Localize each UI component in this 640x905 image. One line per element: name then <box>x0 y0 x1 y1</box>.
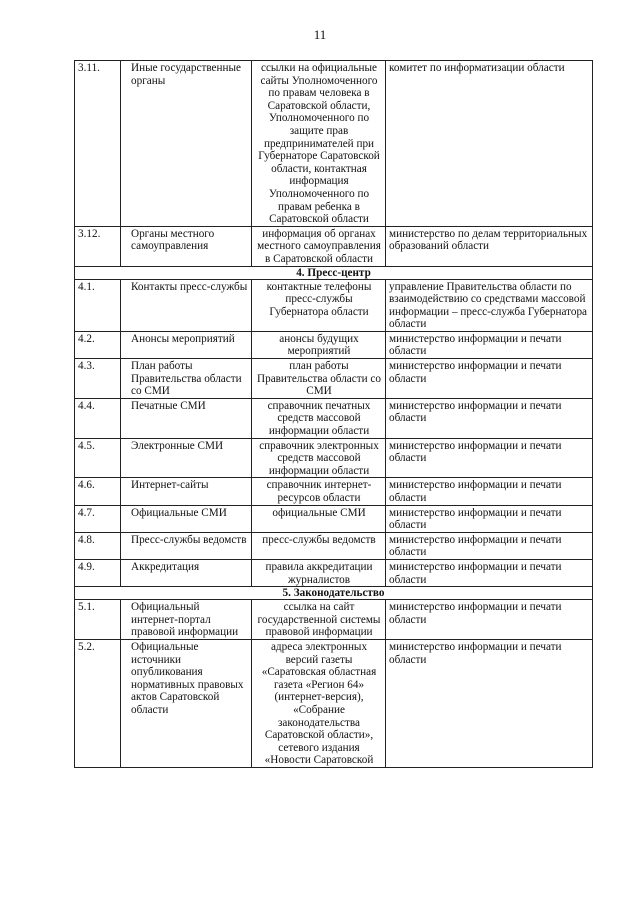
table-row <box>75 438 593 478</box>
row-responsible: министерство информации и печати области <box>386 359 593 399</box>
data-table <box>74 60 593 768</box>
row-name: Пресс-службы ведомств <box>121 532 252 559</box>
row-responsible: министерство информации и печати области <box>386 532 593 559</box>
row-content: адреса электронных версий газеты «Саратовская областная газета «Регион 64» (интернет-версия), «Собрание законодательства Саратовской области», сетевого издания «Новости Саратовской <box>252 639 386 767</box>
table-row <box>75 478 593 505</box>
row-responsible: министерство информации и печати области <box>386 559 593 586</box>
row-content: ссылки на официальные сайты Уполномоченного по правам человека в Саратовской области, Уполномоченного по защите прав предпринимателей при Губернаторе Саратовской области, контактная информация Уполномоченного по правам ребенка в Саратовской области <box>252 61 386 227</box>
row-number: 4.9. <box>75 559 121 586</box>
row-number: 4.7. <box>75 505 121 532</box>
row-name: Контакты пресс-службы <box>121 279 252 331</box>
row-content: информация об органах местного самоуправления в Саратовской области <box>252 226 386 266</box>
row-content: справочник интернет-ресурсов области <box>252 478 386 505</box>
row-number: 4.8. <box>75 532 121 559</box>
row-content: официальные СМИ <box>252 505 386 532</box>
row-number: 3.11. <box>75 61 121 227</box>
row-responsible: министерство информации и печати области <box>386 478 593 505</box>
row-name: Электронные СМИ <box>121 438 252 478</box>
row-responsible: министерство информации и печати области <box>386 331 593 358</box>
row-content: план работы Правительства области со СМИ <box>252 359 386 399</box>
table-row <box>75 600 593 640</box>
row-number: 4.6. <box>75 478 121 505</box>
row-name: План работы Правительства области со СМИ <box>121 359 252 399</box>
row-responsible: министерство информации и печати области <box>386 639 593 767</box>
table-row <box>75 559 593 586</box>
row-name: Органы местного самоуправления <box>121 226 252 266</box>
section-heading-4 <box>75 266 593 279</box>
row-content: контактные телефоны пресс-службы Губернатора области <box>252 279 386 331</box>
table-row <box>75 226 593 266</box>
section-heading-5 <box>75 587 593 600</box>
row-content: пресс-службы ведомств <box>252 532 386 559</box>
row-content: ссылка на сайт государственной системы правовой информации <box>252 600 386 640</box>
row-number: 4.4. <box>75 398 121 438</box>
table-row <box>75 359 593 399</box>
page-number: 11 <box>313 27 327 42</box>
row-number: 4.5. <box>75 438 121 478</box>
table-row <box>75 639 593 767</box>
row-number: 3.12. <box>75 226 121 266</box>
row-responsible: министерство информации и печати области <box>386 438 593 478</box>
row-name: Официальные СМИ <box>121 505 252 532</box>
row-number: 5.2. <box>75 639 121 767</box>
row-number: 4.2. <box>75 331 121 358</box>
row-number: 4.1. <box>75 279 121 331</box>
row-content: анонсы будущих мероприятий <box>252 331 386 358</box>
row-name: Официальный интернет-портал правовой информации <box>121 600 252 640</box>
row-responsible: управление Правительства области по взаимодействию со средствами массовой информации – пресс-служба Губернатора области <box>386 279 593 331</box>
row-content: справочник электронных средств массовой информации области <box>252 438 386 478</box>
table-row <box>75 61 593 227</box>
row-responsible: министерство информации и печати области <box>386 505 593 532</box>
row-name: Печатные СМИ <box>121 398 252 438</box>
section-title: 4. Пресс-центр <box>75 266 593 279</box>
row-name: Официальные источники опубликования нормативных правовых актов Саратовской области <box>121 639 252 767</box>
row-number: 4.3. <box>75 359 121 399</box>
row-content: правила аккредитации журналистов <box>252 559 386 586</box>
table-row <box>75 279 593 331</box>
row-responsible: министерство информации и печати области <box>386 600 593 640</box>
table-row <box>75 532 593 559</box>
table-row <box>75 398 593 438</box>
row-name: Интернет-сайты <box>121 478 252 505</box>
row-name: Иные государственные органы <box>121 61 252 227</box>
row-responsible: министерство информации и печати области <box>386 398 593 438</box>
row-responsible: министерство по делам территориальных образований области <box>386 226 593 266</box>
table-row <box>75 331 593 358</box>
row-number: 5.1. <box>75 600 121 640</box>
row-name: Аккредитация <box>121 559 252 586</box>
row-name: Анонсы мероприятий <box>121 331 252 358</box>
section-title: 5. Законодательство <box>75 587 593 600</box>
table-row <box>75 505 593 532</box>
row-responsible: комитет по информатизации области <box>386 61 593 227</box>
row-content: справочник печатных средств массовой информации области <box>252 398 386 438</box>
